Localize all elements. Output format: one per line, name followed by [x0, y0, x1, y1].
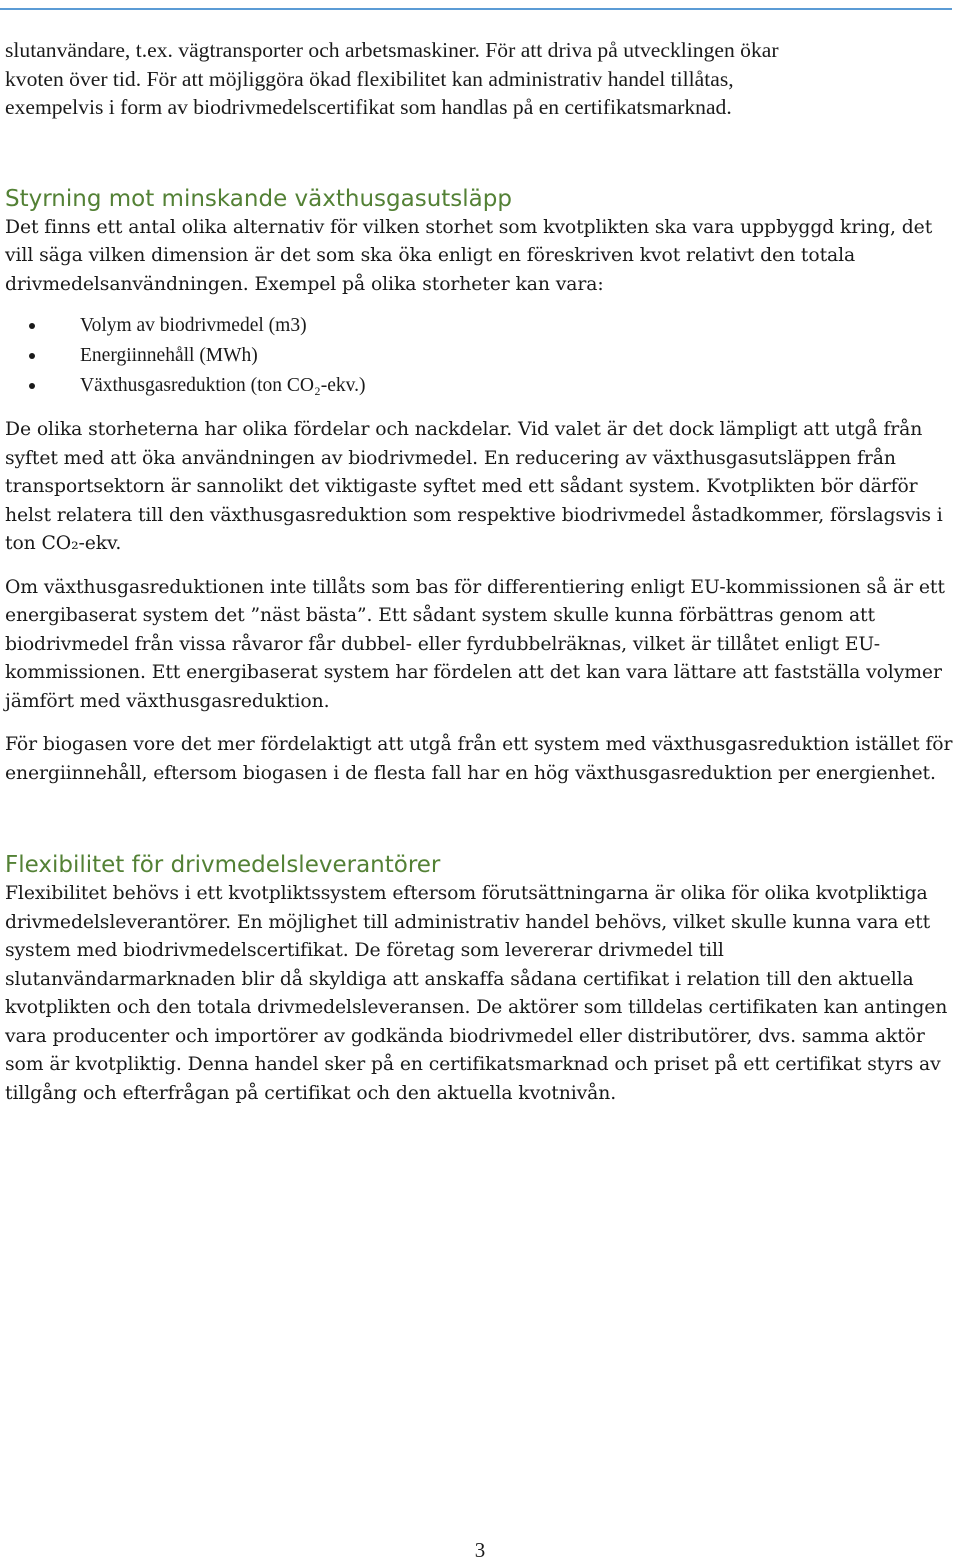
list-item-text: Växthusgasreduktion (ton CO₂-ekv.) — [80, 375, 366, 396]
intro-line: slutanvändare, t.ex. vägtransporter och arbetsmaskiner. För att driva på utvecklingen ökar — [5, 38, 779, 62]
list-item — [5, 371, 955, 401]
section1-paragraph-2: De olika storheterna har olika fördelar och nackdelar. Vid valet är det dock lämpligt att utgå från syftet med att öka användningen av biodrivmedel. En reducering av växthusgasutsläppen från transportsektorn är sannolikt det viktigaste syftet med ett sådant system. Kvotplikten bör därför helst relatera till den växthusgasreduktion som respektive biodrivmedel åstadkommer, förslagsvis i ton CO₂-ekv. — [5, 419, 943, 554]
bullet-icon — [29, 383, 35, 389]
storheter-list — [5, 311, 955, 401]
section-heading-flexibilitet: Flexibilitet för drivmedelsleverantörer — [5, 852, 441, 878]
section2-paragraph-1: Flexibilitet behövs i ett kvotpliktssystem eftersom förutsättningarna är olika för olika kvotpliktiga drivmedelsleverantörer. En möjlighet till administrativ handel behövs, vilket skulle kunna vara ett system med biodrivmedelscertifikat. De företag som levererar drivmedel till slutanvändarmarknaden blir då skyldiga att anskaffa sådana certifikat i relation till den aktuella kvotplikten och den totala drivmedelsleveransen. De aktörer som tilldelas certifikaten kan antingen vara producenter och importörer av godkända biodrivmedel eller distributörer, dvs. samma aktör som är kvotpliktig. Denna handel sker på en certifikatsmarknad och priset på ett certifikat styrs av tillgång och efterfrågan på certifikat och den aktuella kvotnivån. — [5, 883, 948, 1104]
section1-paragraph-3: Om växthusgasreduktionen inte tillåts som bas för differentiering enligt EU-kommissionen så är ett energibaserat system det ”näst bästa”. Ett sådant system skulle kunna förbättras genom att biodrivmedel från vissa råvaror får dubbel- eller fyrdubbelräknas, vilket är tillåtet enligt EU-kommissionen. Ett energibaserat system har fördelen att det kan vara lättare att fastställa volymer jämfört med växthusgasreduktion. — [5, 576, 945, 712]
section1-paragraph-1: Det finns ett antal olika alternativ för vilken storhet som kvotplikten ska vara uppbyggd kring, det vill säga vilken dimension är det som ska öka enligt en föreskriven kvot relativt den totala drivmedelsanvändningen. Exempel på olika storheter kan vara: — [5, 216, 933, 295]
section-heading-styrning: Styrning mot minskande växthusgasutsläpp — [5, 185, 512, 212]
list-item-text: Volym av biodrivmedel (m3) — [80, 315, 307, 336]
page-number: 3 — [474, 1538, 486, 1562]
list-item — [5, 341, 955, 371]
document-body — [5, 36, 955, 1108]
list-item — [5, 311, 955, 341]
intro-paragraph — [5, 36, 955, 122]
list-item-text: Energiinnehåll (MWh) — [80, 345, 258, 366]
bullet-icon — [29, 353, 35, 359]
intro-line: exempelvis i form av biodrivmedelscertifikat som handlas på en certifikatsmarknad. — [5, 95, 732, 119]
bullet-icon — [29, 323, 35, 329]
intro-line: kvoten över tid. För att möjliggöra ökad flexibilitet kan administrativ handel tillåtas, — [5, 66, 734, 91]
header-rule — [0, 8, 952, 10]
section1-paragraph-4: För biogasen vore det mer fördelaktigt att utgå från ett system med växthusgasreduktion istället för energiinnehåll, eftersom biogasen i de flesta fall har en hög växthusgasreduktion per energienhet. — [5, 734, 953, 784]
